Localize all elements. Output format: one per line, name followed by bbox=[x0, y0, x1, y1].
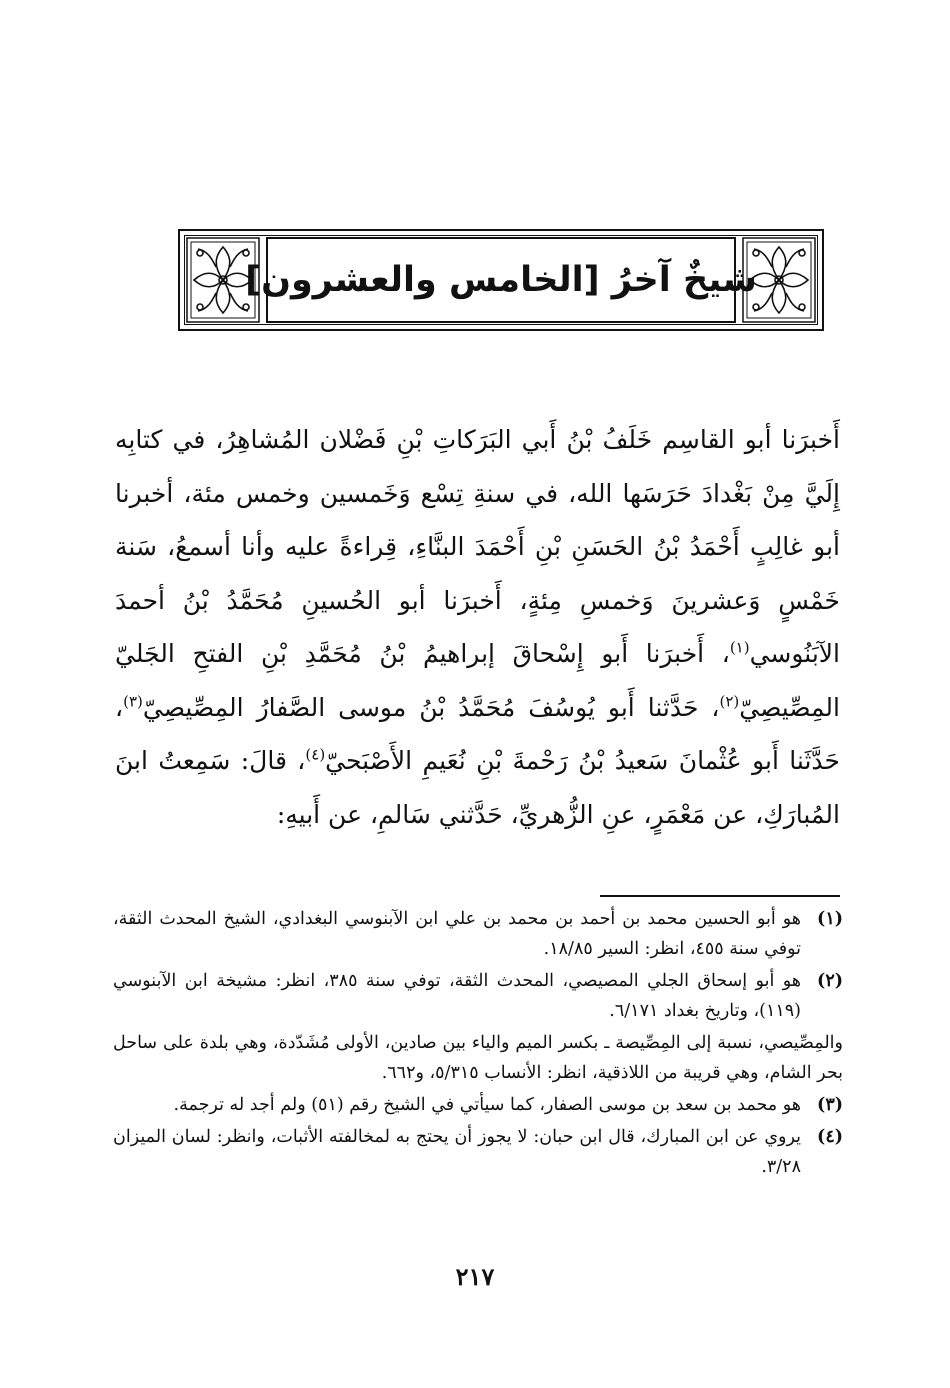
footnote-item bbox=[113, 1090, 843, 1120]
footnote-marker-1: (١) bbox=[729, 638, 750, 657]
footnote-marker-2: (٢) bbox=[719, 692, 740, 711]
body-segment-3: ، حَدَّثنا أَبو يُوسُفَ مُحَمَّدُ بْنُ موسى الصَّفارُ المِصِّيصِيّ bbox=[142, 692, 720, 722]
hadith-body-text bbox=[115, 413, 840, 841]
body-segment-1: أَخبرَنا أبو القاسِم خَلَفُ بْنُ أَبي البَرَكاتِ بْنِ فَضْلان المُشاهِرُ، في كتابِه إِلَيَّ مِنْ بَغْدادَ حَرَسَها الله، في سنةِ تِسْع وَخَمسين وخمس مئة، أخبرنا أبو غالِبٍ أَحْمَدُ بْنُ الحَسَنِ بْنِ أَحْمَدَ البنَّاءِ، قِراءةً عليه وأنا أسمعُ، سَنة خَمْسٍ وَعشرينَ وَخمسِ مِئةٍ، أَخبرَنا أبو الحُسينِ مُحَمَّدُ بْنُ أحمدَ الآبَنُوسي bbox=[115, 425, 840, 668]
footnote-number: (٢) bbox=[817, 971, 843, 991]
footnote-text: والمِصِّيصي، نسبة إلى المِصِّيصة ـ بكسر الميم والياء بين صادين، الأولى مُشَدّدة، وهي بلدة على ساحل بحر الشام، وهي قريبة من اللاذقية، انظر: الأنساب ٥/٣١٥، و٦٦٢. bbox=[113, 1033, 843, 1083]
footnote-text: يروي عن ابن المبارك، قال ابن حبان: لا يجوز أن يحتج به لمخالفته الأثبات، وانظر: لسان الميزان ٣/٢٨. bbox=[113, 1127, 801, 1177]
page-number: ٢١٧ bbox=[455, 1262, 495, 1291]
chapter-title: شيخٌ آخرُ [الخامس والعشرون] bbox=[245, 260, 757, 300]
footnote-item bbox=[113, 1122, 843, 1182]
body-paragraph bbox=[115, 413, 840, 841]
footnote-marker-4: (٤) bbox=[305, 745, 326, 764]
footnote-text: هو أبو إسحاق الجلي المصيصي، المحدث الثقة، توفي سنة ٣٨٥، انظر: مشيخة ابن الآبنوسي (١١٩)، وتاريخ بغداد ٦/١٧١. bbox=[113, 971, 802, 1021]
floral-ornament-icon bbox=[742, 237, 816, 323]
footnotes bbox=[113, 904, 843, 1184]
body-segment-4: ، حَدَّثَنا أَبو عُثْمانَ سَعيدُ بْنُ رَحْمةَ بْنِ نُعَيمِ الأَصْبَحيّ bbox=[115, 692, 840, 775]
footnote-text: هو محمد بن سعد بن موسى الصفار، كما سيأتي في الشيخ رقم (٥١) ولم أجد له ترجمة. bbox=[173, 1095, 801, 1115]
chapter-title-box bbox=[245, 237, 757, 323]
chapter-title-frame bbox=[178, 229, 824, 331]
footnote-number: (١) bbox=[817, 909, 843, 929]
footnote-number: (٣) bbox=[817, 1095, 843, 1115]
footnote-marker-3: (٣) bbox=[123, 692, 143, 711]
footnote-item bbox=[113, 966, 843, 1026]
body-segment-2: ، أَخبرَنا أَبو إِسْحاقَ إبراهيمُ بْنُ مُحَمَّدِ بْنِ الفتحِ الجَليّ المِصِّيصِيّ bbox=[115, 639, 840, 722]
footnote-item bbox=[113, 904, 843, 964]
footnote-text: هو أبو الحسين محمد بن أحمد بن محمد بن علي ابن الآبنوسي البغدادي، الشيخ المحدث الثقة، توفي سنة ٤٥٥، انظر: السير ١٨/٨٥. bbox=[113, 909, 801, 959]
footnote-continuation bbox=[113, 1028, 843, 1088]
footnote-number: (٤) bbox=[817, 1127, 843, 1147]
body-segment-5: ، قالَ: سَمِعتُ ابنَ المُبارَكِ، عن مَعْمَرٍ، عنِ الزُّهريِّ، حَدَّثني سَالمِ، عن أَبيهِ: bbox=[115, 746, 840, 829]
footnote-separator bbox=[600, 895, 840, 897]
